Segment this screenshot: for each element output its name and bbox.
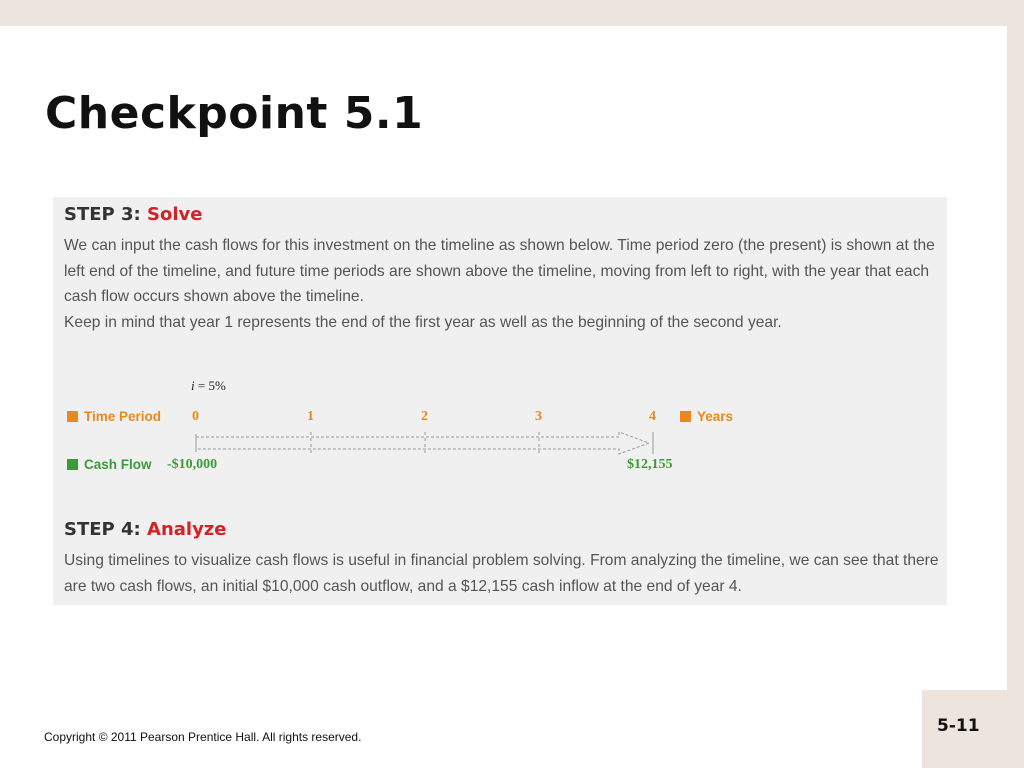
step4-label: STEP 4: (64, 519, 141, 540)
period-4: 4 (649, 409, 656, 424)
interest-rate-value: = 5% (194, 378, 226, 393)
time-period-legend (67, 409, 161, 424)
step3-word: Solve (147, 204, 203, 225)
step3-paragraph1: We can input the cash flows for this investment on the timeline as shown below. Time period zero (the present) is shown at the left end of the timeline, and future time periods are shown above the timeline, moving from left to right, with the year that each cash flow occurs shown above the timeline. (64, 237, 935, 305)
step3-paragraph (64, 233, 939, 335)
slide-title: Checkpoint 5.1 (45, 88, 424, 139)
copyright-footer: Copyright © 2011 Pearson Prentice Hall. All rights reserved. (44, 730, 362, 744)
period-3: 3 (535, 409, 542, 424)
slide-top-border (0, 0, 1024, 26)
orange-square-icon (680, 411, 691, 422)
cash-flow-label: Cash Flow (84, 457, 152, 472)
interest-rate-symbol: i (191, 378, 195, 393)
slide-number-box (922, 690, 1007, 768)
period-0: 0 (192, 409, 199, 424)
slide-right-border (1007, 0, 1024, 768)
cash-flow-timeline (53, 370, 947, 490)
time-period-label: Time Period (84, 409, 162, 424)
timeline-arrow-shape (196, 432, 649, 454)
step4-word: Analyze (147, 519, 227, 540)
step3-paragraph2: Keep in mind that year 1 represents the end of the first year as well as the beginning of the second year. (64, 313, 782, 331)
checkpoint-panel (53, 197, 947, 605)
years-legend (680, 409, 733, 424)
step4-paragraph: Using timelines to visualize cash flows is useful in financial problem solving. From analyzing the timeline, we can see that there are two cash flows, an initial $10,000 cash outflow, and a $12,155 cash inflow at the end of year 4. (64, 552, 939, 595)
final-cash-flow: $12,155 (627, 457, 673, 472)
orange-square-icon (67, 411, 78, 422)
period-1: 1 (307, 409, 314, 424)
initial-cash-flow: -$10,000 (167, 457, 218, 472)
slide-number: 5-11 (937, 716, 980, 736)
interest-rate (191, 378, 226, 394)
step3-heading (64, 204, 202, 225)
step3-label: STEP 3: (64, 204, 141, 225)
years-label: Years (697, 409, 734, 424)
step4-heading (64, 519, 227, 540)
period-2: 2 (421, 409, 428, 424)
